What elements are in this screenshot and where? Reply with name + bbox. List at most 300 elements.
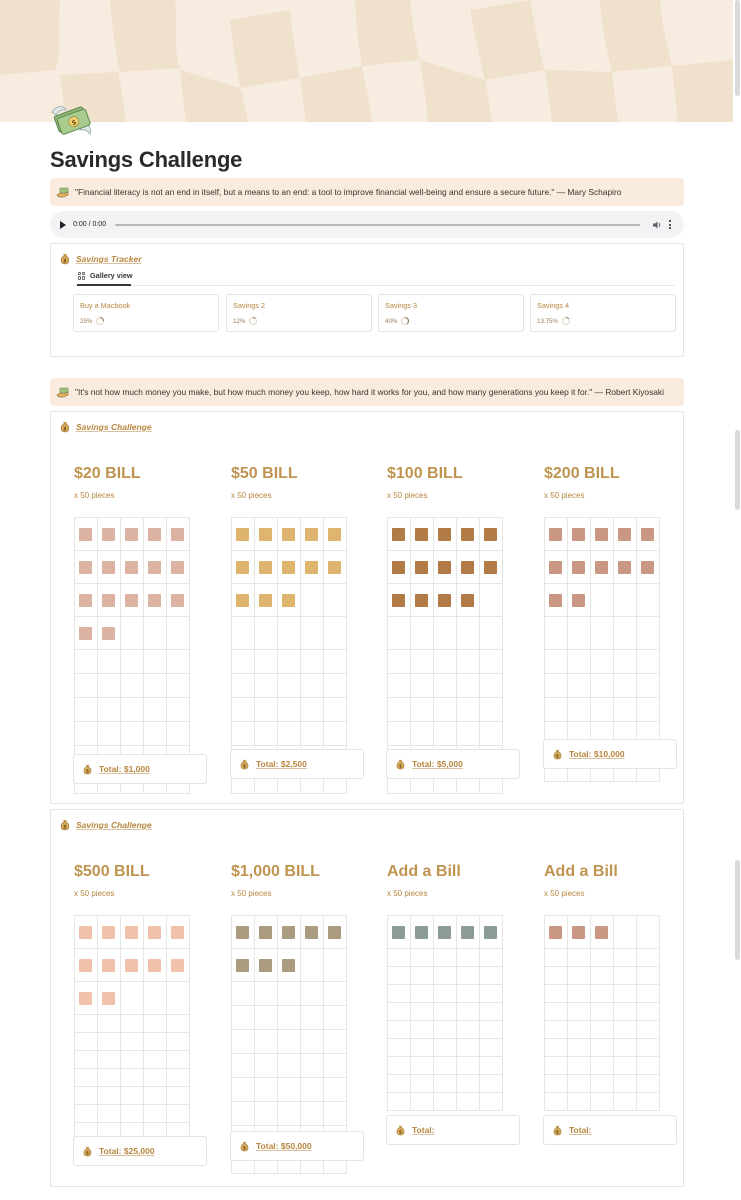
grid-cell[interactable] [545, 698, 568, 722]
grid-cell[interactable] [411, 617, 434, 650]
grid-cell[interactable] [144, 1069, 167, 1087]
grid-cell[interactable] [255, 617, 278, 650]
grid-cell[interactable] [591, 698, 614, 722]
grid-cell[interactable] [591, 916, 614, 949]
grid-cell[interactable] [232, 722, 255, 746]
grid-cell[interactable] [457, 722, 480, 746]
grid-cell[interactable] [480, 967, 503, 985]
grid-cell[interactable] [434, 1093, 457, 1111]
grid-cell[interactable] [324, 1102, 347, 1126]
grid-cell[interactable] [568, 949, 591, 967]
grid-cell[interactable] [121, 518, 144, 551]
grid-cell[interactable] [568, 967, 591, 985]
grid-cell[interactable] [255, 1006, 278, 1030]
grid-cell[interactable] [545, 674, 568, 698]
grid-cell[interactable] [98, 949, 121, 982]
grid-cell[interactable] [121, 584, 144, 617]
bill-card[interactable] [387, 465, 463, 500]
grid-cell[interactable] [255, 1102, 278, 1126]
grid-cell[interactable] [568, 916, 591, 949]
grid-cell[interactable] [232, 982, 255, 1006]
grid-cell[interactable] [144, 1015, 167, 1033]
grid-cell[interactable] [301, 674, 324, 698]
grid-cell[interactable] [637, 584, 660, 617]
grid-cell[interactable] [480, 1003, 503, 1021]
grid-cell[interactable] [301, 722, 324, 746]
grid-cell[interactable] [98, 617, 121, 650]
grid-cell[interactable] [480, 698, 503, 722]
grid-cell[interactable] [480, 985, 503, 1003]
grid-cell[interactable] [75, 584, 98, 617]
grid-cell[interactable] [324, 949, 347, 982]
grid-cell[interactable] [144, 1051, 167, 1069]
more-options-icon[interactable] [668, 220, 672, 229]
grid-cell[interactable] [301, 584, 324, 617]
grid-cell[interactable] [98, 982, 121, 1015]
grid-cell[interactable] [434, 1075, 457, 1093]
grid-cell[interactable] [457, 650, 480, 674]
total-card[interactable] [73, 754, 207, 784]
grid-cell[interactable] [434, 698, 457, 722]
grid-cell[interactable] [278, 722, 301, 746]
grid-cell[interactable] [121, 698, 144, 722]
grid-cell[interactable] [301, 1102, 324, 1126]
bill-card[interactable] [231, 465, 298, 500]
grid-cell[interactable] [411, 967, 434, 985]
grid-cell[interactable] [278, 1030, 301, 1054]
grid-cell[interactable] [301, 650, 324, 674]
grid-cell[interactable] [167, 1015, 190, 1033]
grid-cell[interactable] [388, 1039, 411, 1057]
grid-cell[interactable] [301, 1006, 324, 1030]
grid-cell[interactable] [457, 1093, 480, 1111]
grid-cell[interactable] [301, 518, 324, 551]
grid-cell[interactable] [144, 584, 167, 617]
grid-cell[interactable] [637, 617, 660, 650]
grid-cell[interactable] [388, 722, 411, 746]
database-title[interactable] [59, 421, 152, 433]
grid-cell[interactable] [545, 1093, 568, 1111]
grid-cell[interactable] [591, 949, 614, 967]
grid-cell[interactable] [545, 949, 568, 967]
grid-cell[interactable] [278, 916, 301, 949]
grid-cell[interactable] [614, 1057, 637, 1075]
grid-cell[interactable] [457, 985, 480, 1003]
grid-cell[interactable] [614, 617, 637, 650]
grid-cell[interactable] [98, 1105, 121, 1123]
money-with-wings-icon[interactable] [50, 100, 92, 140]
grid-cell[interactable] [388, 949, 411, 967]
grid-cell[interactable] [480, 674, 503, 698]
grid-cell[interactable] [278, 949, 301, 982]
grid-cell[interactable] [591, 650, 614, 674]
grid-cell[interactable] [75, 722, 98, 746]
grid-cell[interactable] [232, 518, 255, 551]
grid-cell[interactable] [167, 982, 190, 1015]
total-card[interactable] [230, 1131, 364, 1161]
grid-cell[interactable] [121, 1087, 144, 1105]
grid-cell[interactable] [278, 617, 301, 650]
grid-cell[interactable] [480, 1075, 503, 1093]
grid-cell[interactable] [255, 916, 278, 949]
grid-cell[interactable] [457, 949, 480, 967]
grid-cell[interactable] [121, 1033, 144, 1051]
grid-cell[interactable] [545, 617, 568, 650]
grid-cell[interactable] [545, 916, 568, 949]
grid-cell[interactable] [255, 518, 278, 551]
grid-cell[interactable] [457, 1057, 480, 1075]
grid-cell[interactable] [411, 650, 434, 674]
grid-cell[interactable] [98, 650, 121, 674]
grid-cell[interactable] [278, 650, 301, 674]
grid-cell[interactable] [167, 518, 190, 551]
grid-cell[interactable] [324, 518, 347, 551]
grid-cell[interactable] [457, 916, 480, 949]
gallery-card[interactable] [73, 294, 219, 332]
grid-cell[interactable] [568, 698, 591, 722]
grid-cell[interactable] [434, 617, 457, 650]
grid-cell[interactable] [480, 1093, 503, 1111]
grid-cell[interactable] [637, 985, 660, 1003]
grid-cell[interactable] [434, 916, 457, 949]
grid-cell[interactable] [568, 1039, 591, 1057]
grid-cell[interactable] [411, 1003, 434, 1021]
gallery-card[interactable] [378, 294, 524, 332]
grid-cell[interactable] [568, 518, 591, 551]
tab-gallery-view[interactable] [78, 271, 133, 280]
grid-cell[interactable] [167, 949, 190, 982]
grid-cell[interactable] [591, 617, 614, 650]
grid-cell[interactable] [480, 916, 503, 949]
grid-cell[interactable] [301, 1054, 324, 1078]
grid-cell[interactable] [75, 1087, 98, 1105]
grid-cell[interactable] [388, 674, 411, 698]
grid-cell[interactable] [301, 698, 324, 722]
grid-cell[interactable] [98, 1015, 121, 1033]
total-card[interactable] [230, 749, 364, 779]
grid-cell[interactable] [411, 698, 434, 722]
grid-cell[interactable] [144, 674, 167, 698]
grid-cell[interactable] [637, 518, 660, 551]
grid-cell[interactable] [614, 584, 637, 617]
grid-cell[interactable] [255, 698, 278, 722]
grid-cell[interactable] [434, 722, 457, 746]
grid-cell[interactable] [324, 617, 347, 650]
grid-cell[interactable] [301, 1078, 324, 1102]
grid-cell[interactable] [232, 1078, 255, 1102]
grid-cell[interactable] [232, 650, 255, 674]
bill-card[interactable] [231, 863, 320, 898]
grid-cell[interactable] [324, 982, 347, 1006]
grid-cell[interactable] [278, 698, 301, 722]
grid-cell[interactable] [637, 698, 660, 722]
grid-cell[interactable] [388, 698, 411, 722]
grid-cell[interactable] [591, 518, 614, 551]
total-card[interactable] [543, 739, 677, 769]
grid-cell[interactable] [568, 674, 591, 698]
scrollbar[interactable] [733, 0, 741, 1200]
grid-cell[interactable] [411, 949, 434, 967]
grid-cell[interactable] [388, 617, 411, 650]
grid-cell[interactable] [75, 551, 98, 584]
grid-cell[interactable] [457, 1075, 480, 1093]
bill-card[interactable] [544, 863, 618, 898]
grid-cell[interactable] [167, 650, 190, 674]
grid-cell[interactable] [98, 1087, 121, 1105]
grid-cell[interactable] [278, 1006, 301, 1030]
grid-cell[interactable] [434, 551, 457, 584]
grid-cell[interactable] [457, 674, 480, 698]
grid-cell[interactable] [278, 982, 301, 1006]
grid-cell[interactable] [637, 1039, 660, 1057]
grid-cell[interactable] [457, 1021, 480, 1039]
total-card[interactable] [73, 1136, 207, 1166]
grid-cell[interactable] [167, 698, 190, 722]
grid-cell[interactable] [121, 551, 144, 584]
grid-cell[interactable] [255, 650, 278, 674]
grid-cell[interactable] [121, 982, 144, 1015]
grid-cell[interactable] [545, 551, 568, 584]
grid-cell[interactable] [75, 650, 98, 674]
grid-cell[interactable] [255, 982, 278, 1006]
grid-cell[interactable] [591, 551, 614, 584]
grid-cell[interactable] [75, 982, 98, 1015]
grid-cell[interactable] [324, 698, 347, 722]
grid-cell[interactable] [167, 1033, 190, 1051]
grid-cell[interactable] [480, 1057, 503, 1075]
grid-cell[interactable] [480, 551, 503, 584]
grid-cell[interactable] [255, 949, 278, 982]
grid-cell[interactable] [388, 551, 411, 584]
grid-cell[interactable] [388, 916, 411, 949]
volume-icon[interactable] [652, 220, 662, 230]
grid-cell[interactable] [144, 518, 167, 551]
grid-cell[interactable] [434, 674, 457, 698]
grid-cell[interactable] [480, 1021, 503, 1039]
grid-cell[interactable] [411, 674, 434, 698]
grid-cell[interactable] [637, 916, 660, 949]
grid-cell[interactable] [324, 1078, 347, 1102]
grid-cell[interactable] [98, 674, 121, 698]
grid-cell[interactable] [75, 1069, 98, 1087]
grid-cell[interactable] [591, 1039, 614, 1057]
grid-cell[interactable] [255, 584, 278, 617]
database-title[interactable] [59, 819, 152, 831]
grid-cell[interactable] [614, 985, 637, 1003]
grid-cell[interactable] [637, 949, 660, 967]
grid-cell[interactable] [301, 1030, 324, 1054]
grid-cell[interactable] [434, 584, 457, 617]
grid-cell[interactable] [614, 650, 637, 674]
grid-cell[interactable] [232, 1054, 255, 1078]
grid-cell[interactable] [614, 1075, 637, 1093]
grid-cell[interactable] [232, 916, 255, 949]
grid-cell[interactable] [545, 584, 568, 617]
quote-callout-1[interactable] [50, 178, 684, 206]
grid-cell[interactable] [568, 1075, 591, 1093]
grid-cell[interactable] [545, 1021, 568, 1039]
grid-cell[interactable] [324, 916, 347, 949]
grid-cell[interactable] [614, 1021, 637, 1039]
grid-cell[interactable] [545, 1003, 568, 1021]
grid-cell[interactable] [167, 617, 190, 650]
bill-card[interactable] [387, 863, 461, 898]
grid-cell[interactable] [614, 1093, 637, 1111]
grid-cell[interactable] [434, 650, 457, 674]
grid-cell[interactable] [121, 1015, 144, 1033]
grid-cell[interactable] [388, 985, 411, 1003]
grid-cell[interactable] [167, 1069, 190, 1087]
grid-cell[interactable] [255, 722, 278, 746]
grid-cell[interactable] [324, 722, 347, 746]
grid-cell[interactable] [75, 617, 98, 650]
audio-progress-bar[interactable] [115, 224, 640, 226]
grid-cell[interactable] [98, 584, 121, 617]
grid-cell[interactable] [144, 698, 167, 722]
scrollbar-thumb-top[interactable] [735, 0, 740, 96]
grid-cell[interactable] [434, 967, 457, 985]
grid-cell[interactable] [411, 1057, 434, 1075]
grid-cell[interactable] [167, 551, 190, 584]
grid-cell[interactable] [144, 1105, 167, 1123]
grid-cell[interactable] [434, 1039, 457, 1057]
grid-cell[interactable] [75, 1033, 98, 1051]
grid-cell[interactable] [568, 551, 591, 584]
grid-cell[interactable] [121, 650, 144, 674]
grid-cell[interactable] [75, 1015, 98, 1033]
grid-cell[interactable] [388, 1003, 411, 1021]
grid-cell[interactable] [568, 985, 591, 1003]
grid-cell[interactable] [121, 949, 144, 982]
grid-cell[interactable] [121, 916, 144, 949]
grid-cell[interactable] [324, 650, 347, 674]
grid-cell[interactable] [637, 674, 660, 698]
grid-cell[interactable] [278, 584, 301, 617]
grid-cell[interactable] [167, 674, 190, 698]
grid-cell[interactable] [167, 722, 190, 746]
grid-cell[interactable] [75, 698, 98, 722]
gallery-card[interactable] [530, 294, 676, 332]
grid-cell[interactable] [121, 1069, 144, 1087]
grid-cell[interactable] [434, 1021, 457, 1039]
grid-cell[interactable] [411, 916, 434, 949]
grid-cell[interactable] [278, 1054, 301, 1078]
bill-card[interactable] [74, 863, 150, 898]
grid-cell[interactable] [144, 617, 167, 650]
grid-cell[interactable] [434, 518, 457, 551]
grid-cell[interactable] [411, 1039, 434, 1057]
grid-cell[interactable] [232, 1030, 255, 1054]
grid-cell[interactable] [411, 1021, 434, 1039]
grid-cell[interactable] [614, 1039, 637, 1057]
bill-card[interactable] [544, 465, 620, 500]
grid-cell[interactable] [591, 1003, 614, 1021]
grid-cell[interactable] [75, 916, 98, 949]
grid-cell[interactable] [144, 722, 167, 746]
grid-cell[interactable] [388, 650, 411, 674]
grid-cell[interactable] [591, 674, 614, 698]
grid-cell[interactable] [614, 916, 637, 949]
gallery-card[interactable] [226, 294, 372, 332]
grid-cell[interactable] [411, 584, 434, 617]
grid-cell[interactable] [637, 1003, 660, 1021]
grid-cell[interactable] [98, 1033, 121, 1051]
grid-cell[interactable] [232, 1006, 255, 1030]
grid-cell[interactable] [614, 674, 637, 698]
grid-cell[interactable] [75, 518, 98, 551]
grid-cell[interactable] [457, 584, 480, 617]
grid-cell[interactable] [301, 551, 324, 584]
grid-cell[interactable] [545, 1039, 568, 1057]
grid-cell[interactable] [301, 949, 324, 982]
grid-cell[interactable] [301, 982, 324, 1006]
grid-cell[interactable] [167, 916, 190, 949]
grid-cell[interactable] [301, 617, 324, 650]
grid-cell[interactable] [255, 1030, 278, 1054]
grid-cell[interactable] [167, 1051, 190, 1069]
quote-callout-2[interactable] [50, 378, 684, 406]
grid-cell[interactable] [545, 1075, 568, 1093]
grid-cell[interactable] [637, 551, 660, 584]
grid-cell[interactable] [434, 985, 457, 1003]
grid-cell[interactable] [75, 1051, 98, 1069]
grid-cell[interactable] [144, 949, 167, 982]
total-card[interactable] [386, 1115, 520, 1145]
grid-cell[interactable] [637, 967, 660, 985]
grid-cell[interactable] [637, 1093, 660, 1111]
audio-player[interactable] [50, 211, 684, 238]
grid-cell[interactable] [545, 1057, 568, 1075]
grid-cell[interactable] [232, 617, 255, 650]
grid-cell[interactable] [98, 916, 121, 949]
grid-cell[interactable] [255, 551, 278, 584]
grid-cell[interactable] [121, 674, 144, 698]
grid-cell[interactable] [591, 967, 614, 985]
grid-cell[interactable] [457, 1039, 480, 1057]
grid-cell[interactable] [144, 1033, 167, 1051]
grid-cell[interactable] [278, 551, 301, 584]
grid-cell[interactable] [480, 949, 503, 967]
grid-cell[interactable] [457, 518, 480, 551]
grid-cell[interactable] [457, 551, 480, 584]
grid-cell[interactable] [480, 650, 503, 674]
grid-cell[interactable] [144, 916, 167, 949]
grid-cell[interactable] [614, 518, 637, 551]
grid-cell[interactable] [591, 985, 614, 1003]
grid-cell[interactable] [614, 949, 637, 967]
grid-cell[interactable] [411, 1093, 434, 1111]
grid-cell[interactable] [324, 1006, 347, 1030]
grid-cell[interactable] [411, 1075, 434, 1093]
grid-cell[interactable] [301, 916, 324, 949]
grid-cell[interactable] [614, 551, 637, 584]
grid-cell[interactable] [637, 650, 660, 674]
grid-cell[interactable] [121, 1105, 144, 1123]
grid-cell[interactable] [232, 1102, 255, 1126]
grid-cell[interactable] [324, 551, 347, 584]
scrollbar-thumb-bottom[interactable] [735, 860, 740, 960]
grid-cell[interactable] [324, 674, 347, 698]
grid-cell[interactable] [255, 674, 278, 698]
grid-cell[interactable] [614, 1003, 637, 1021]
grid-cell[interactable] [232, 674, 255, 698]
grid-cell[interactable] [75, 674, 98, 698]
grid-cell[interactable] [232, 584, 255, 617]
grid-cell[interactable] [568, 1093, 591, 1111]
total-card[interactable] [386, 749, 520, 779]
grid-cell[interactable] [457, 1003, 480, 1021]
grid-cell[interactable] [144, 982, 167, 1015]
